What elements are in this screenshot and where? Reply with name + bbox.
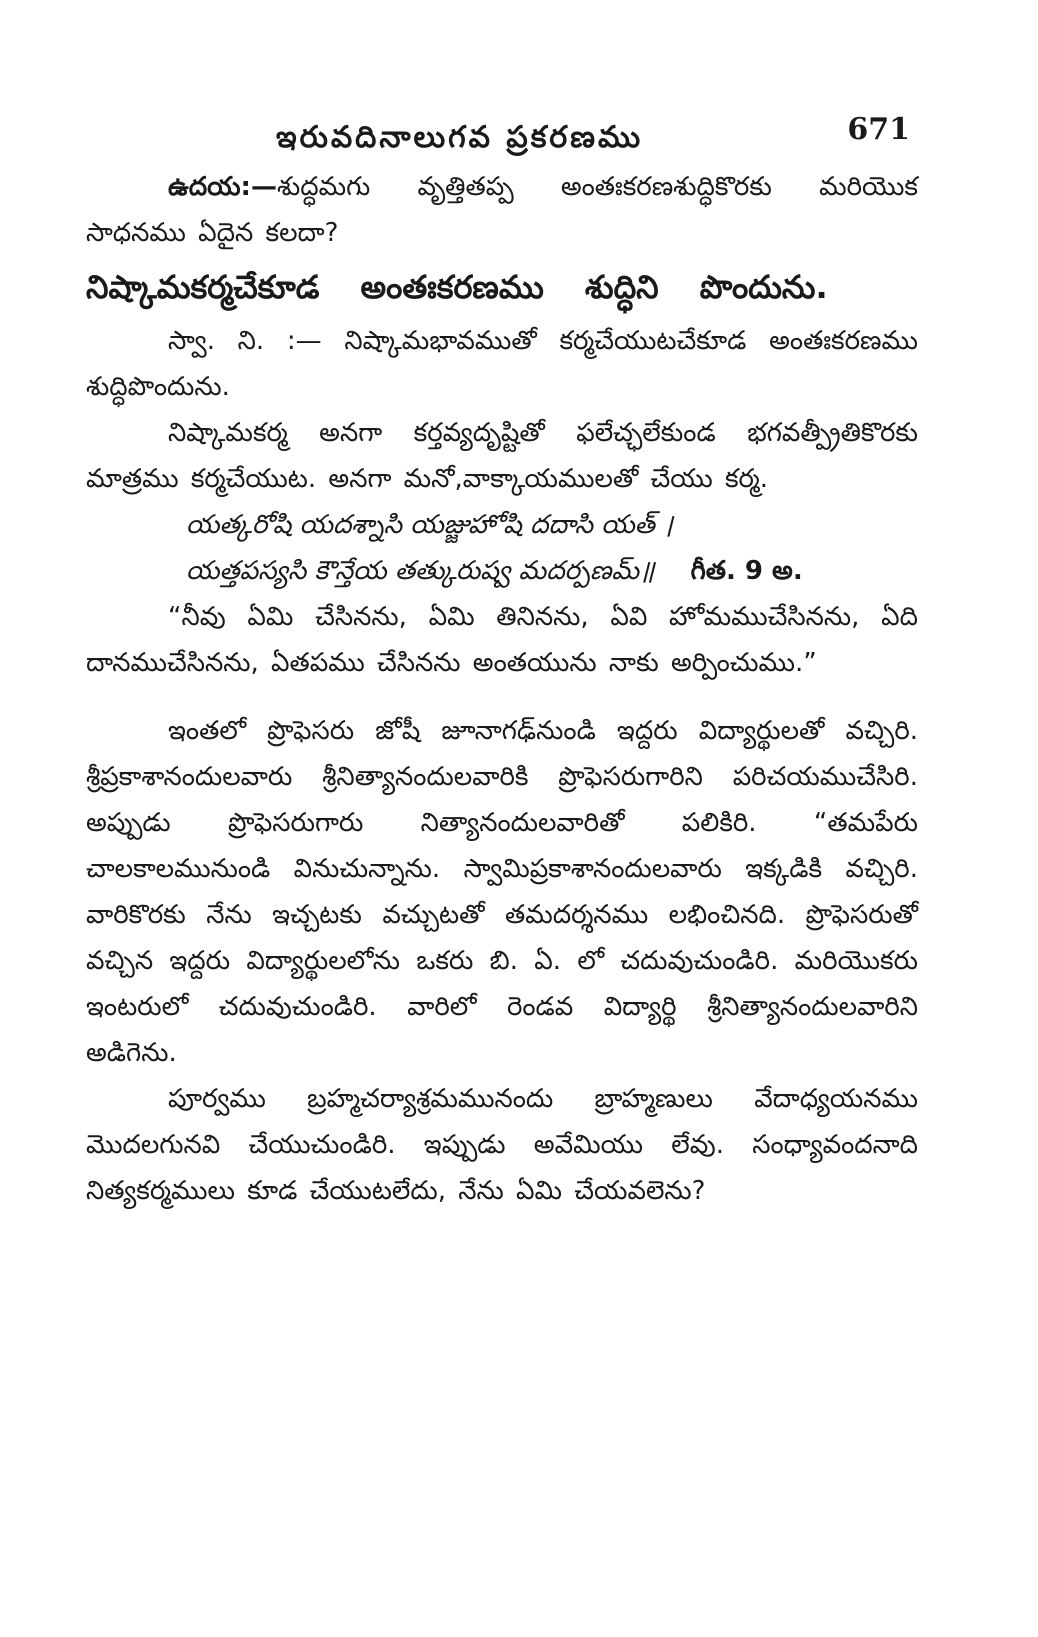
verse-reference: గీత. 9 అ.: [690, 556, 803, 586]
answer-paragraph: [86, 318, 918, 410]
verse-text: యత్తపస్యసి కౌన్తేయ తత్కురుష్వ మదర్పణమ్॥: [186, 556, 655, 586]
section-heading: నిష్కామకర్మచేకూడ అంతఃకరణము శుద్ధిని పొందును.: [86, 268, 828, 306]
translation-paragraph: “నీవు ఏమి చేసినను, ఏమి తినినను, ఏవి హోమముచేసినను, ఏది దానముచేసినను, ఏతపము చేసినను అంతయును నాకు అర్పించుము.”: [86, 602, 918, 678]
speaker-label: స్వా. ని. :—: [168, 326, 322, 356]
narrative-paragraph: ఇంతలో ప్రొఫెసరు జోషీ జూనాగఢ్‌నుండి ఇద్దరు విద్యార్థులతో వచ్చిరి. శ్రీప్రకాశానందులవారు శ్రీనిత్యానందులవారికి ప్రొఫెసరుగారిని పరిచయముచేసిరి. అప్పుడు ప్రొఫెసరుగారు నిత్యానందులవారితో పలికిరి. “తమపేరు చాలకాలమునుండి వినుచున్నాను. స్వామిప్రకాశానందులవారు ఇక్కడికి వచ్చిరి. వారికొరకు నేను ఇచ్చటకు వచ్చుటతో తమదర్శనము లభించినది. ప్రొఫెసరుతో వచ్చిన ఇద్దరు విద్యార్థులలోను ఒకరు బి. ఏ. లో చదువుచుండిరి. మరియొకరు ఇంటరులో చదువుచుండిరి. వారిలో రెండవ విద్యార్థి శ్రీనిత్యానందులవారిని అడిగెను.: [86, 716, 918, 1068]
page-number: 671: [847, 112, 910, 147]
question-paragraph-2: పూర్వము బ్రహ్మచర్యాశ్రమమునందు బ్రాహ్మణులు వేదాధ్యయనము మొదలగునవి చేయుచుండిరి. ఇప్పుడు అవేమియు లేవు. సంధ్యావందనాది నిత్యకర్మములు కూడ చేయుటలేదు, నేను ఏమి చేయవలెను?: [86, 1084, 918, 1206]
running-title: ఇరువదినాలుగవ ప్రకరణము: [276, 120, 644, 155]
question-text: శుద్ధమగు వృత్తితప్ప అంతఃకరణశుద్ధికొరకు మరియొక సాధనము ఏదైన కలదా?: [86, 172, 918, 248]
verse-line-2: [186, 548, 918, 594]
question-paragraph: [86, 164, 918, 256]
answer-text: నిష్కామభావముతో కర్మచేయుటచేకూడ అంతఃకరణము శుద్ధిపొందును.: [86, 326, 918, 402]
verse-line-1: యత్కరోషి యదశ్నాసి యజ్జుహోషి దదాసి యత్ ।: [186, 510, 673, 540]
page-header: [86, 112, 918, 164]
definition-paragraph: నిష్కామకర్మ అనగా కర్తవ్యదృష్టితో ఫలేచ్ఛలేకుండ భగవత్ప్రీతికొరకు మాత్రము కర్మచేయుట. అనగా మనో,వాక్కాయములతో చేయు కర్మ.: [86, 418, 918, 494]
speaker-label: ఉదయ:—: [168, 172, 277, 202]
